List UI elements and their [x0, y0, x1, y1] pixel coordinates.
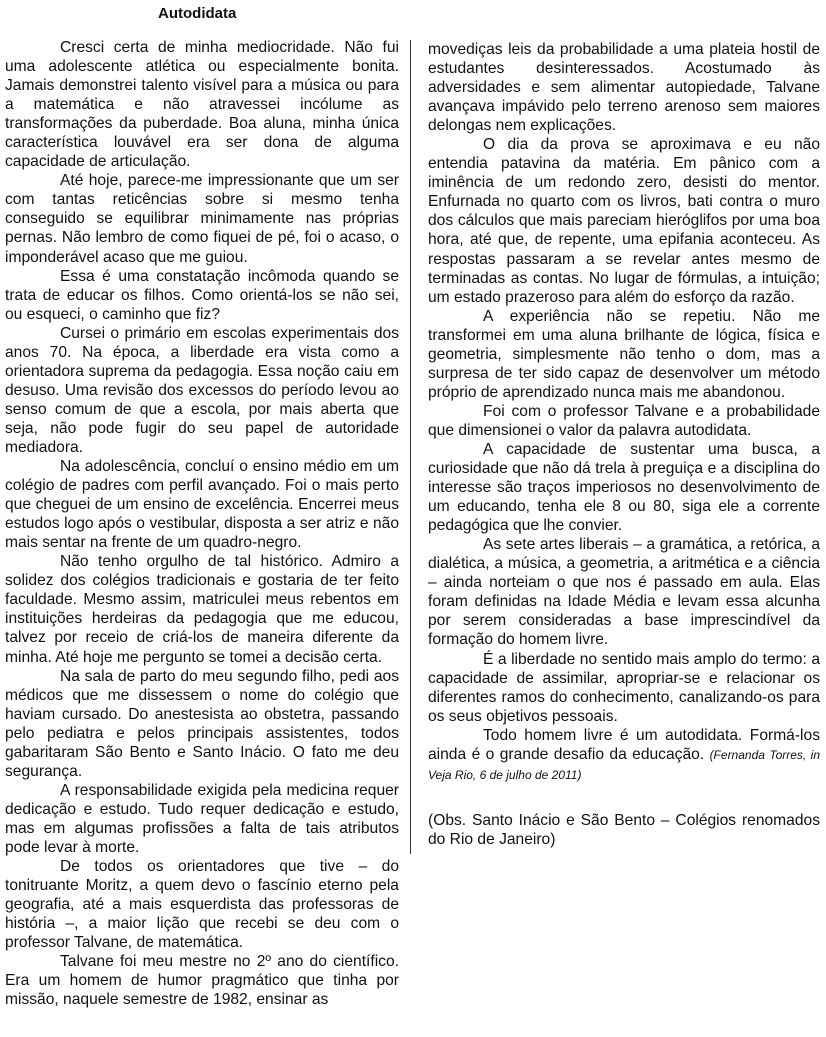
paragraph: A experiência não se repetiu. Não me transformei em uma aluna brilhante de lógica, física e geometria, simplesmente não tenho o dom, mas a surpresa de ter sido capaz de desenvolver um método próprio de aprendizado nunca mais me abandonou. [428, 307, 820, 401]
article-title: Autodidata [158, 5, 237, 22]
paragraph: Até hoje, parece-me impressionante que um ser com tantas reticências sobre si mesmo tenha conseguido se equilibrar minimamente nas próprias pernas. Não lembro de como fiquei de pé, foi o acaso, o imponderável acaso que me guiou. [5, 172, 399, 266]
paragraph: Não tenho orgulho de tal histórico. Admiro a solidez dos colégios tradicionais e gostaria de ter feito faculdade. Mesmo assim, matriculei meus rebentos em instituições herdeiras da pedagogia que me educou, talvez por receio de criá-los de maneira diferente da minha. Até hoje me pergunto se tomei a decisão certa. [5, 553, 399, 666]
paragraph: Talvane foi meu mestre no 2º ano do científico. Era um homem de humor pragmático que tinha por missão, naquele semestre de 1982, ensinar as [5, 953, 399, 1009]
paragraph: Na adolescência, concluí o ensino médio em um colégio de padres com perfil avançado. Foi o mais perto que cheguei de um ensino de excelência. Encerrei meus estudos logo após o vestibular, disposta a ser atriz e não mais sentar na frente de um quadro-negro. [5, 458, 399, 552]
paragraph: Cursei o primário em escolas experimentais dos anos 70. Na época, a liberdade era vista como a orientadora suprema da pedagogia. Essa noção caiu em desuso. Uma revisão dos excessos do período levou ao senso comum de que a escola, por mais aberta que seja, não pode fugir do seu papel de autoridade mediadora. [5, 324, 399, 456]
note: (Obs. Santo Inácio e São Bento – Colégios renomados do Rio de Janeiro) [428, 811, 820, 848]
column-divider [410, 40, 411, 854]
final-sentence: Todo homem livre é um autodidata. Formá-los ainda é o grande desafio da educação. [428, 726, 820, 763]
paragraph: Foi com o professor Talvane e a probabilidade que dimensionei o valor da palavra autodidata. [428, 402, 820, 439]
paragraph: O dia da prova se aproximava e eu não entendia patavina da matéria. Em pânico com a iminência de um redondo zero, desisti do mentor. Enfurnada no quarto com os livros, bati contra o muro dos cálculos que mais pareciam hieróglifos por uma boa hora, até que, de repente, uma epifania aconteceu. As respostas passaram a se revelar antes mesmo de terminadas as contas. No lugar de fórmulas, a intuição; um estado prazeroso para além do esforço da razão. [428, 136, 820, 306]
paragraph: As sete artes liberais – a gramática, a retórica, a dialética, a música, a geometria, a aritmética e a ciência – ainda norteiam o que nos é passado em aula. Elas foram definidas na Idade Média e levam essa alcunha por serem consideradas a base imprescindível da formação do homem livre. [428, 536, 820, 649]
paragraph: A responsabilidade exigida pela medicina requer dedicação e estudo. Tudo requer dedicação e estudo, mas em algumas profissões a falta de tais atributos pode levar à morte. [5, 781, 399, 856]
final-paragraph [428, 726, 820, 785]
paragraph: A capacidade de sustentar uma busca, a curiosidade que não dá trela à preguiça e a disciplina do interesse são traços imperiosos no desenvolvimento de um educando, tenha ele 8 ou 80, siga ele a corrente pedagógica que lhe convier. [428, 440, 820, 535]
paragraph: De todos os orientadores que tive – do tonitruante Moritz, a quem devo o fascínio eterno pela geografia, até a mais esquerdista das professoras de história –, a maior lição que recebi se deu com o professor Talvane, de matemática. [5, 858, 399, 952]
paragraph: Na sala de parto do meu segundo filho, pedi aos médicos que me dissessem o nome do colégio que haviam cursado. Do anestesista ao obstetra, passando pelo pediatra e pelos principais assistentes, todos gabaritaram São Bento e Santo Inácio. O fato me deu segurança. [5, 667, 399, 780]
right-column [428, 40, 820, 849]
paragraph: É a liberdade no sentido mais amplo do termo: a capacidade de assimilar, apropriar-se e relacionar os diferentes ramos do conhecimento, canalizando-os para os seus objetivos pessoais. [428, 650, 820, 725]
paragraph: Essa é uma constatação incômoda quando se trata de educar os filhos. Como orientá-los se não sei, ou esqueci, o caminho que fiz? [5, 267, 399, 323]
source-citation: (Fernanda Torres, in Veja Rio, 6 de julho de 2011) [428, 747, 821, 782]
paragraph-continuation: movediças leis da probabilidade a uma plateia hostil de estudantes desinteressados. Acostumado às adversidades e sem alimentar autopiedade, Talvane avançava impávido pelo terreno arenoso sem maiores delongas nem explicações. [428, 41, 820, 135]
left-column [5, 38, 399, 1009]
paragraph: Cresci certa de minha mediocridade. Não fui uma adolescente atlética ou especialmente bonita. Jamais demonstrei talento visível para a música ou para a matemática e não atravessei incólume as transformações da puberdade. Boa aluna, minha única característica louvável era ser dona de alguma capacidade de articulação. [5, 39, 399, 171]
